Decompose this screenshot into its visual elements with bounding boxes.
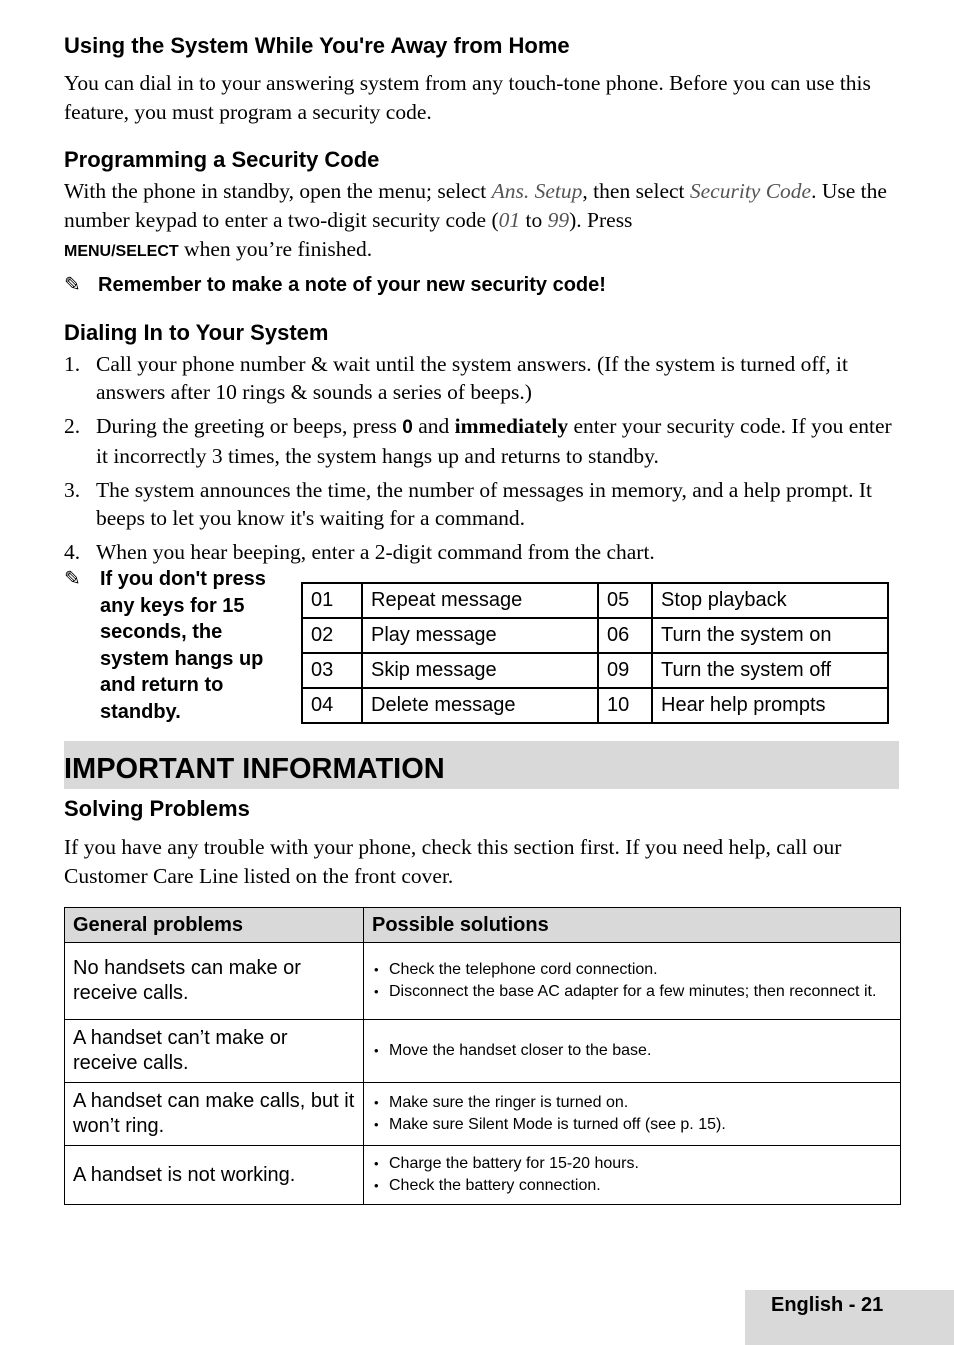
list-item: • Check the battery connection. [372, 1176, 892, 1196]
text: . Use the number keypad to enter a two-digit security code ( [64, 179, 887, 232]
section-heading-dialing-in: Dialing In to Your System [64, 320, 329, 345]
tip-text: If you don't press any keys for 15 seconds, the system hangs up and return to standby. [100, 568, 266, 723]
table-row [302, 688, 888, 723]
list-item: • Move the handset closer to the base. [372, 1041, 892, 1061]
list-item: • Make sure the ringer is turned on. [372, 1093, 892, 1113]
list-item: • Check the telephone cord connection. [372, 960, 892, 980]
security-code-instructions [64, 177, 894, 266]
problems-table [64, 907, 901, 1205]
solutions-list [372, 1041, 892, 1061]
list-item: • Charge the battery for 15-20 hours. [372, 1154, 892, 1174]
list-item: 1. Call your phone number & wait until the system answers. (If the system is turned off, it answers after 10 rings & sounds a series of beeps.) [64, 352, 848, 404]
command-action: Hear help prompts [652, 688, 888, 723]
text: to [520, 208, 548, 232]
table-row [302, 618, 888, 653]
command-code: 09 [598, 653, 652, 688]
solutions-cell [364, 943, 901, 1020]
command-action: Skip message [362, 653, 598, 688]
step-text: When you hear beeping, enter a 2-digit command from the chart. [96, 540, 655, 564]
solutions-cell [364, 1146, 901, 1205]
problem-cell: A handset can make calls, but it won’t ring. [65, 1083, 364, 1146]
important-heading: IMPORTANT INFORMATION [64, 753, 445, 785]
step-text: and [412, 414, 455, 438]
table-row [65, 1146, 901, 1205]
step-text: enter your security code. If you enter it incorrectly 3 times, the system hangs up and returns to standby. [96, 414, 892, 468]
command-code: 03 [302, 653, 362, 688]
problem-cell: A handset can’t make or receive calls. [65, 1020, 364, 1083]
command-action: Turn the system on [652, 618, 888, 653]
step-text: The system announces the time, the number of messages in memory, and a help prompt. It beeps to let you know it's waiting for a command. [96, 478, 872, 530]
section-heading-away: Using the System While You're Away from Home [64, 33, 570, 58]
command-action: Delete message [362, 688, 598, 723]
command-action: Repeat message [362, 583, 598, 618]
header-possible-solutions: Possible solutions [364, 908, 901, 943]
text: , then select [582, 179, 690, 203]
text: when you’re finished. [178, 237, 373, 261]
command-chart [301, 582, 889, 724]
table-row [65, 943, 901, 1020]
away-intro: You can dial in to your answering system from any touch-tone phone. Before you can use this feature, you must program a security code. [64, 71, 871, 124]
menu-ans-setup: Ans. Setup [491, 179, 583, 203]
command-code: 05 [598, 583, 652, 618]
step-text: Call your phone number & wait until the system answers. (If the system is turned off, it answers after 10 rings & sounds a series of beeps.) [96, 352, 848, 404]
list-item: • Make sure Silent Mode is turned off (see p. 15). [372, 1115, 892, 1135]
solutions-list [372, 1154, 892, 1196]
solving-intro: If you have any trouble with your phone, check this section first. If you need help, call our Customer Care Line listed on the front cover. [64, 835, 842, 888]
pencil-icon: ✎ [64, 568, 81, 590]
text: With the phone in standby, open the menu; select [64, 179, 492, 203]
list-item: 4. When you hear beeping, enter a 2-digit command from the chart. [64, 540, 655, 564]
solutions-cell [364, 1083, 901, 1146]
timeout-tip [64, 566, 296, 725]
security-code-note [64, 272, 606, 299]
dialing-steps [64, 350, 904, 572]
command-code: 06 [598, 618, 652, 653]
solutions-list [372, 960, 892, 1002]
page-number: English - 21 [771, 1294, 884, 1316]
header-general-problems: General problems [65, 908, 364, 943]
table-row [65, 1020, 901, 1083]
list-item: 2. During the greeting or beeps, press 0 and immediately enter your security code. If you enter it incorrectly 3 times, the system hangs up and returns to standby. [64, 414, 892, 468]
table-row [302, 583, 888, 618]
table-row [302, 653, 888, 688]
command-code: 10 [598, 688, 652, 723]
page-footer [745, 1290, 954, 1345]
problem-cell: No handsets can make or receive calls. [65, 943, 364, 1020]
command-action: Play message [362, 618, 598, 653]
command-code: 02 [302, 618, 362, 653]
key-menu-select: MENU/SELECT [64, 243, 179, 260]
key-zero: 0 [402, 417, 413, 438]
note-text: Remember to make a note of your new security code! [98, 274, 606, 296]
problem-cell: A handset is not working. [65, 1146, 364, 1205]
important-band [64, 741, 899, 789]
command-action: Turn the system off [652, 653, 888, 688]
section-heading-security-code: Programming a Security Code [64, 147, 380, 172]
section-heading-solving-problems: Solving Problems [64, 796, 250, 821]
text: ). Press [569, 208, 633, 232]
emphasis: immediately [454, 414, 569, 438]
solutions-list [372, 1093, 892, 1135]
code-min: 01 [498, 208, 521, 232]
command-code: 01 [302, 583, 362, 618]
code-max: 99 [547, 208, 570, 232]
list-item: 3. The system announces the time, the number of messages in memory, and a help prompt. It beeps to let you know it's waiting for a command. [64, 478, 872, 530]
list-item: • Disconnect the base AC adapter for a few minutes; then reconnect it. [372, 982, 892, 1002]
command-code: 04 [302, 688, 362, 723]
table-header-row [65, 908, 901, 943]
table-row [65, 1083, 901, 1146]
solutions-cell [364, 1020, 901, 1083]
menu-security-code: Security Code [689, 179, 812, 203]
step-text: During the greeting or beeps, press [96, 414, 403, 438]
command-action: Stop playback [652, 583, 888, 618]
pencil-icon: ✎ [64, 274, 81, 296]
